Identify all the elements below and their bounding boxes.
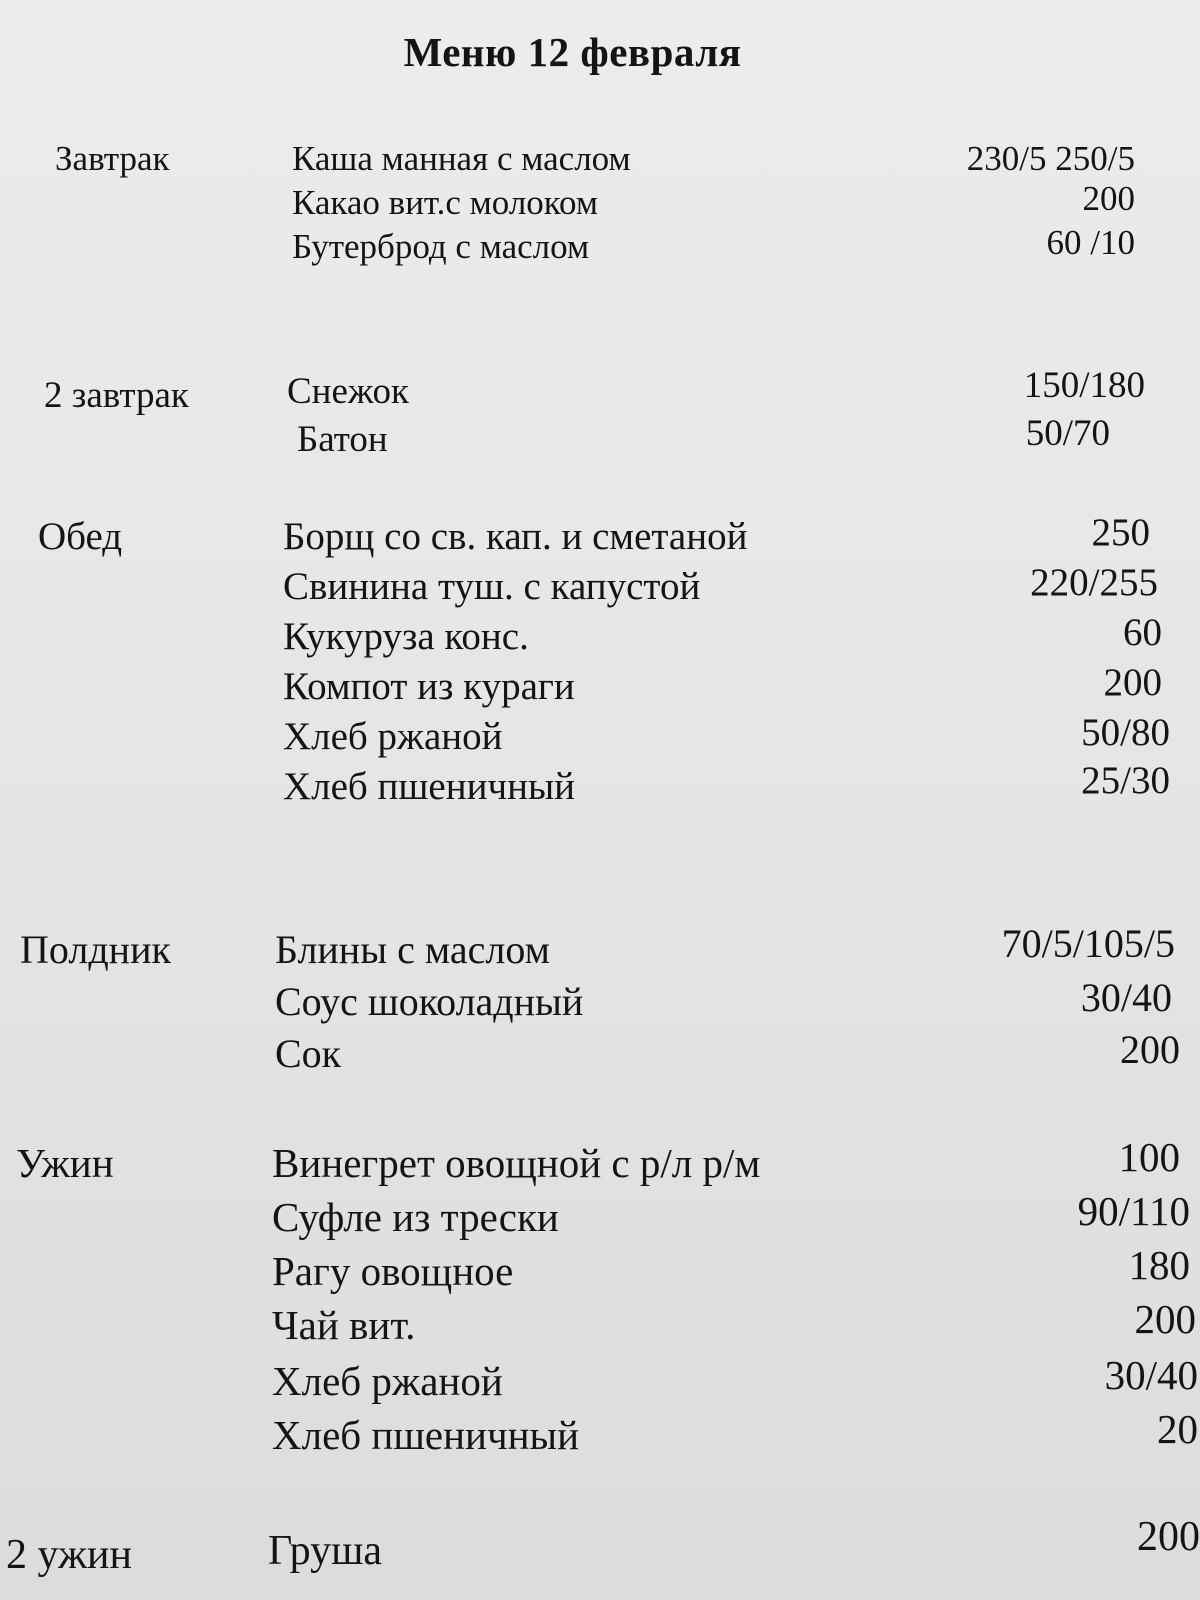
dish-name: Борщ со св. кап. и сметаной [283,515,748,558]
dish-name: Блины с маслом [275,927,550,972]
meal-label: Полдник [20,927,171,972]
dish-portion: 230/5 250/5 [966,139,1135,178]
dish-name: Суфле из трески [272,1194,559,1240]
dish-name: Кукуруза конс. [283,615,529,658]
dish-name: Чай вит. [272,1302,416,1348]
meal-label: Завтрак [55,139,170,178]
dish-name: Снежок [287,371,410,412]
dish-name: Хлеб ржаной [272,1358,503,1404]
dish-portion: 60 /10 [1046,223,1135,262]
dish-name: Хлеб пшеничный [283,765,576,808]
meal-label: Ужин [16,1140,114,1186]
dish-portion: 90/110 [1077,1188,1190,1234]
dish-portion: 30/40 [1104,1352,1198,1398]
dish-portion: 250 [1091,511,1150,554]
dish-portion: 60 [1123,611,1162,654]
dish-name: Винегрет овощной с р/л р/м [272,1140,761,1186]
dish-portion: 200 [1137,1514,1200,1560]
dish-portion: 180 [1128,1242,1190,1288]
dish-name: Свинина туш. с капустой [283,565,701,608]
dish-name: Бутерброд с маслом [292,227,590,266]
dish-name: Компот из кураги [283,665,575,708]
dish-portion: 70/5/105/5 [1001,921,1175,966]
dish-portion: 200 [1134,1296,1196,1342]
dish-portion: 100 [1118,1134,1180,1180]
meal-label: 2 ужин [6,1532,132,1578]
dish-portion: 220/255 [1030,561,1158,604]
dish-name: Рагу овощное [272,1248,514,1294]
dish-portion: 200 [1082,179,1135,218]
dish-portion: 20 [1157,1406,1198,1452]
dish-portion: 200 [1120,1027,1180,1072]
dish-portion: 30/40 [1080,975,1172,1020]
dish-name: Соус шоколадный [275,979,584,1024]
dish-name: Хлеб ржаной [283,715,503,758]
menu-title: Меню 12 февраля [403,29,742,75]
dish-portion: 25/30 [1081,759,1170,802]
meal-label: 2 завтрак [44,375,189,416]
dish-name: Груша [268,1528,383,1574]
dish-name: Батон [297,419,388,460]
dish-name: Сок [275,1031,342,1076]
dish-portion: 150/180 [1023,365,1145,406]
meal-label: Обед [38,515,123,558]
dish-portion: 50/70 [1025,413,1110,454]
dish-name: Хлеб пшеничный [272,1412,580,1458]
dish-name: Каша манная с маслом [292,139,631,178]
dish-name: Какао вит.с молоком [292,183,598,222]
dish-portion: 200 [1103,661,1162,704]
dish-portion: 50/80 [1081,711,1170,754]
